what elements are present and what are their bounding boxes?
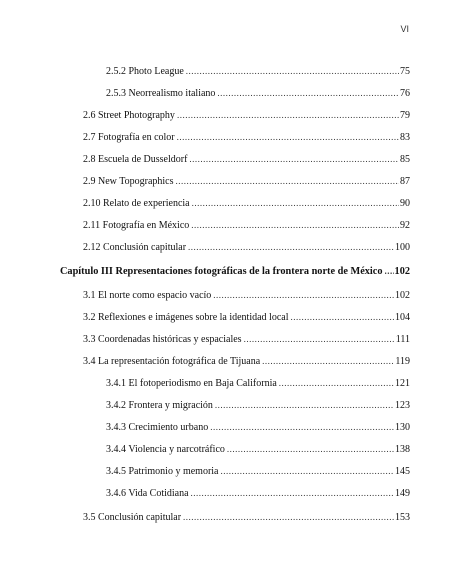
- toc-entry-page: 102: [395, 290, 410, 301]
- dot-leader: [217, 87, 399, 99]
- toc-entry-2-5-2: [106, 65, 410, 78]
- toc-entry-title: 3.4.6 Vida Cotidiana: [106, 488, 189, 499]
- dot-leader: [177, 109, 399, 121]
- toc-entry-title: 2.11 Fotografía en México: [83, 220, 190, 231]
- toc-entry-3-4-3: [106, 421, 410, 434]
- dot-leader: [210, 421, 394, 433]
- toc-entry-title: 3.4.3 Crecimiento urbano: [106, 422, 209, 433]
- dot-leader: [221, 465, 395, 477]
- toc-entry-page: 102: [394, 266, 410, 277]
- toc-entry-2-9: [83, 175, 410, 188]
- toc-entry-page: 111: [395, 334, 410, 345]
- toc-entry-title: 3.1 El norte como espacio vacío: [83, 290, 212, 301]
- toc-entry-3-4-2: [106, 399, 410, 412]
- toc-entry-2-5-3: [106, 87, 410, 100]
- dot-leader: [262, 355, 394, 367]
- toc-entry-page: 130: [395, 422, 410, 433]
- toc-entry-page: 83: [400, 132, 410, 143]
- dot-leader: [291, 311, 395, 323]
- toc-entry-page: 123: [395, 400, 410, 411]
- dot-leader: [213, 289, 394, 301]
- toc-entry-2-6: [83, 109, 410, 122]
- toc-entry-page: 138: [395, 444, 410, 455]
- toc-entry-page: 100: [395, 242, 410, 253]
- toc-entry-3-3: [83, 333, 410, 346]
- toc-entry-title: 3.4.4 Violencia y narcotráfico: [106, 444, 225, 455]
- toc-entry-page: 153: [395, 512, 410, 523]
- toc-entry-3-1: [83, 289, 410, 302]
- dot-leader: [227, 443, 394, 455]
- toc-entry-title: 3.4.5 Patrimonio y memoria: [106, 466, 219, 477]
- toc-entry-title: 2.6 Street Photography: [83, 110, 175, 121]
- dot-leader: [183, 511, 394, 523]
- toc-entry-3-4-1: [106, 377, 410, 390]
- toc-entry-title: 3.4.2 Frontera y migración: [106, 400, 213, 411]
- toc-entry-page: 79: [400, 110, 410, 121]
- dot-leader: [244, 333, 395, 345]
- toc-entry-3-5: [83, 511, 410, 524]
- toc-entry-3-4: [83, 355, 410, 368]
- toc-entry-2-7: [83, 131, 410, 144]
- toc-entry-2-12: [83, 241, 410, 254]
- toc-entry-3-4-5: [106, 465, 410, 478]
- toc-entry-title: 3.4 La representación fotográfica de Tijuana: [83, 356, 261, 367]
- toc-entry-2-8: [83, 153, 410, 166]
- dot-leader: [188, 241, 394, 253]
- toc-entry-page: 104: [395, 312, 410, 323]
- toc-chapter-3: [60, 265, 410, 278]
- toc-entry-title: 3.2 Reflexiones e imágenes sobre la identidad local: [83, 312, 289, 323]
- dot-leader: [177, 131, 399, 143]
- toc-entry-page: 87: [400, 176, 410, 187]
- toc-entry-page: 92: [400, 220, 410, 231]
- toc-entry-page: 75: [400, 66, 410, 77]
- toc-entry-3-4-6: [106, 487, 410, 500]
- dot-leader: [385, 265, 394, 277]
- toc-entry-title: 2.5.3 Neorrealismo italiano: [106, 88, 216, 99]
- dot-leader: [176, 175, 400, 187]
- toc-entry-page: 85: [400, 154, 410, 165]
- dot-leader: [189, 153, 399, 165]
- toc-entry-2-11: [83, 219, 410, 232]
- toc-entry-page: 145: [395, 466, 410, 477]
- dot-leader: [191, 487, 394, 499]
- toc-entry-title: 2.9 New Topographics: [83, 176, 174, 187]
- toc-entry-page: 119: [395, 356, 410, 367]
- toc-entry-title: 2.12 Conclusión capitular: [83, 242, 187, 253]
- toc-entry-page: 90: [400, 198, 410, 209]
- toc-entry-title: 2.10 Relato de experiencia: [83, 198, 190, 209]
- toc-entry-page: 76: [400, 88, 410, 99]
- page-number: VI: [400, 24, 409, 34]
- toc-entry-title: 2.7 Fotografía en color: [83, 132, 175, 143]
- toc-entry-title: 3.3 Coordenadas históricas y espaciales: [83, 334, 242, 345]
- toc-entry-page: 149: [395, 488, 410, 499]
- dot-leader: [215, 399, 394, 411]
- dot-leader: [192, 197, 399, 209]
- toc-entry-3-2: [83, 311, 410, 324]
- toc-entry-title: 3.5 Conclusión capitular: [83, 512, 182, 523]
- dot-leader: [191, 219, 399, 231]
- toc-entry-title: 2.8 Escuela de Dusseldorf: [83, 154, 188, 165]
- toc-entry-title: 2.5.2 Photo League: [106, 66, 184, 77]
- toc-entry-page: 121: [395, 378, 410, 389]
- dot-leader: [186, 65, 399, 77]
- dot-leader: [279, 377, 394, 389]
- toc-entry-title: Capítulo III Representaciones fotográficas de la frontera norte de México: [60, 266, 383, 277]
- toc-entry-title: 3.4.1 El fotoperiodismo en Baja California: [106, 378, 277, 389]
- toc-entry-3-4-4: [106, 443, 410, 456]
- toc-entry-2-10: [83, 197, 410, 210]
